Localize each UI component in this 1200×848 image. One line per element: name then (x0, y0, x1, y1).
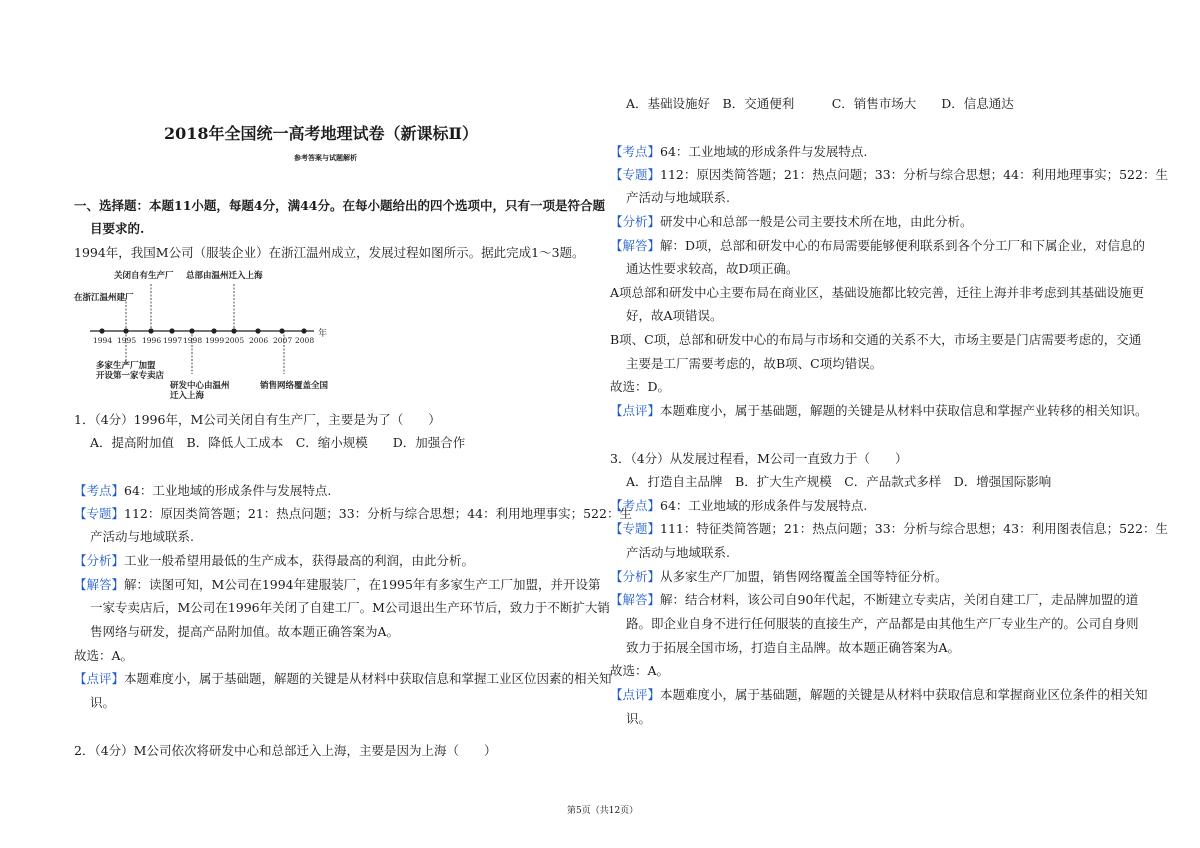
q2-options: A．基础设施好 B．交通便利 C．销售市场大 D．信息通达 (626, 96, 1014, 111)
q2-stem: 2．（4分）M公司依次将研发中心和总部迁入上海，主要是因为上海（ ） (74, 743, 497, 758)
q1-jieda-cont-2: 售网络与研发，提高产品附加值。故本题正确答案为A。 (90, 624, 400, 639)
q2-kaodian-tag: 【考点】 (610, 144, 661, 159)
timeline-year-2008: 2008 (295, 336, 315, 345)
q1-kaodian-tag: 【考点】 (74, 483, 125, 498)
q2-zhuanti-cont: 产活动与地域联系. (626, 190, 730, 205)
q3-zhuanti-tag: 【专题】 (610, 521, 661, 536)
q2-dianping (610, 403, 1148, 419)
timeline-year-2005: 2005 (225, 336, 245, 345)
label-first-store: 开设第一家专卖店 (96, 371, 165, 381)
q1-jieda-tag: 【解答】 (74, 577, 125, 592)
q1-jieda (74, 577, 600, 593)
q1-fenxi-tag: 【分析】 (74, 553, 125, 568)
q3-zhuanti-text: 111：特征类简答题；21：热点问题；33：分析与综合思想；43：利用图表信息；522：生 (660, 521, 1168, 536)
q1-fenxi-text: 工业一般希望用最低的生产成本，获得最高的利润，由此分析。 (124, 553, 475, 568)
timeline-svg (74, 266, 344, 406)
q3-jieda (610, 592, 1138, 608)
q3-jieda-tag: 【解答】 (610, 592, 661, 607)
q3-stem: 3．（4分）从发展过程看，M公司一直致力于（ ） (610, 451, 908, 466)
q1-jieda-text: 解：读图可知，M公司在1994年建服装厂，在1995年有多家生产工厂加盟，并开设第 (124, 577, 601, 592)
timeline-year-1996: 1996 (142, 336, 162, 345)
q1-jieda-cont-1: 一家专卖店后，M公司在1996年关闭了自建工厂。M公司退出生产环节后，致力于不断扩大销 (90, 600, 610, 615)
q1-kaodian (74, 483, 331, 499)
q3-dianping-text: 本题难度小，属于基础题，解题的关键是从材料中获取信息和掌握商业区位条件的相关知 (660, 687, 1148, 702)
q3-kaodian-tag: 【考点】 (610, 498, 661, 513)
q1-answer: 故选：A。 (74, 648, 134, 663)
q2-jieda-cont-5: 主要是工厂需要考虑的，故B项、C项均错误。 (626, 356, 883, 371)
q2-fenxi (610, 214, 973, 230)
q3-fenxi-tag: 【分析】 (610, 569, 661, 584)
timeline-figure (74, 266, 344, 406)
q2-zhuanti-text: 112：原因类简答题；21：热点问题；33：分析与综合思想；44：利用地理事实；522：生 (660, 167, 1168, 182)
q2-dianping-text: 本题难度小，属于基础题，解题的关键是从材料中获取信息和掌握产业转移的相关知识。 (660, 403, 1148, 418)
q2-zhuanti (610, 167, 1168, 183)
q3-dianping (610, 687, 1148, 703)
q1-zhuanti-tag: 【专题】 (74, 506, 125, 521)
q2-fenxi-tag: 【分析】 (610, 214, 661, 229)
q2-fenxi-text: 研发中心和总部一般是公司主要技术所在地，由此分析。 (660, 214, 973, 229)
q1-dianping-text: 本题难度小，属于基础题，解题的关键是从材料中获取信息和掌握工业区位因素的相关知 (124, 671, 612, 686)
q2-jieda-cont-2: A项总部和研发中心主要布局在商业区，基础设施都比较完善，迁往上海并非考虑到其基础设施更 (610, 285, 1145, 300)
label-founded: 在浙江温州建厂 (74, 293, 134, 303)
q3-zhuanti-cont: 产活动与地域联系. (626, 545, 730, 560)
timeline-point-1994 (99, 328, 104, 333)
label-rd-move: 研发中心由温州 (170, 381, 230, 391)
q3-answer: 故选：A。 (610, 663, 670, 678)
q1-stem: 1．（4分）1996年，M公司关闭自有生产厂，主要是为了（ ） (74, 412, 441, 427)
timeline-year-1998: 1998 (183, 336, 203, 345)
q2-dianping-tag: 【点评】 (610, 403, 661, 418)
label-national-network: 销售网络覆盖全国 (260, 381, 329, 391)
q3-jieda-cont-1: 路。即企业自身不进行任何服装的直接生产，产品都是由其他生产厂专业生产的。公司自身则 (626, 616, 1139, 631)
page-footer: 第5页（共12页） (567, 806, 639, 816)
q2-jieda-tag: 【解答】 (610, 238, 661, 253)
timeline-point-2008 (301, 328, 306, 333)
timeline-year-2006: 2006 (249, 336, 269, 345)
q1-zhuanti-text: 112：原因类简答题；21：热点问题；33：分析与综合思想；44：利用地理事实；522：生 (124, 506, 632, 521)
q3-dianping-tag: 【点评】 (610, 687, 661, 702)
timeline-point-1999 (211, 328, 216, 333)
q1-zhuanti (74, 506, 632, 522)
q3-fenxi-text: 从多家生产厂加盟，销售网络覆盖全国等特征分析。 (660, 569, 948, 584)
section-heading: 一、选择题：本题11小题，每题4分，满44分。在每小题给出的四个选项中，只有一项是符合题 (74, 198, 605, 213)
timeline-year-2007: 2007 (273, 336, 293, 345)
timeline-point-2006 (255, 328, 260, 333)
q1-fenxi (74, 553, 474, 569)
q3-jieda-cont-2: 致力于拓展全国市场，打造自主品牌。故本题正确答案为A。 (626, 640, 961, 655)
timeline-point-1997 (169, 328, 174, 333)
q3-kaodian (610, 498, 867, 514)
q1-dianping-cont: 识。 (90, 695, 116, 710)
q2-jieda-text: 解：D项，总部和研发中心的布局需要能够便利联系到各个分工厂和下属企业，对信息的 (660, 238, 1146, 253)
label-rd-move-2: 迁入上海 (170, 391, 205, 401)
material-intro: 1994年，我国M公司（服装企业）在浙江温州成立，发展过程如图所示。据此完成1～3题。 (74, 245, 585, 260)
label-close-factory: 关闭自有生产厂 (114, 271, 174, 281)
q1-zhuanti-cont: 产活动与地域联系. (90, 529, 194, 544)
timeline-unit: 年 (318, 329, 328, 339)
timeline-year-1999: 1999 (205, 336, 225, 345)
label-hq-move: 总部由温州迁入上海 (186, 271, 263, 281)
section-heading-cont: 目要求的. (90, 221, 145, 236)
q2-zhuanti-tag: 【专题】 (610, 167, 661, 182)
timeline-year-1997: 1997 (163, 336, 183, 345)
q2-jieda-cont-1: 通达性要求较高，故D项正确。 (626, 261, 799, 276)
q2-jieda-cont-4: B项、C项，总部和研发中心的布局与市场和交通的关系不大，市场主要是门店需要考虑的，交通 (610, 332, 1142, 347)
page-title: 2018年全国统一高考地理试卷（新课标Ⅱ） (164, 124, 479, 143)
q2-answer: 故选：D。 (610, 379, 671, 394)
q2-jieda-cont-3: 好，故A项错误。 (626, 308, 723, 323)
q2-kaodian-text: 64：工业地域的形成条件与发展特点. (660, 144, 868, 159)
q1-dianping-tag: 【点评】 (74, 671, 125, 686)
q1-options: A．提高附加值 B．降低人工成本 C．缩小规模 D．加强合作 (90, 435, 466, 450)
q3-dianping-cont: 识。 (626, 711, 652, 726)
q3-kaodian-text: 64：工业地域的形成条件与发展特点. (660, 498, 868, 513)
q2-kaodian (610, 144, 867, 160)
timeline-year-1995: 1995 (117, 336, 137, 345)
timeline-year-1994: 1994 (93, 336, 113, 345)
q3-zhuanti (610, 521, 1168, 537)
label-franchise: 多家生产厂加盟 (96, 361, 156, 371)
q2-jieda (610, 238, 1145, 254)
q3-options: A．打造自主品牌 B．扩大生产规模 C．产品款式多样 D．增强国际影响 (626, 474, 1052, 489)
q3-fenxi (610, 569, 948, 585)
q1-dianping (74, 671, 612, 687)
page-subtitle: 参考答案与试题解析 (294, 153, 357, 162)
q3-jieda-text: 解：结合材料，该公司自90年代起，不断建立专卖店，关闭自建工厂，走品牌加盟的道 (660, 592, 1139, 607)
q1-kaodian-text: 64：工业地域的形成条件与发展特点. (124, 483, 332, 498)
